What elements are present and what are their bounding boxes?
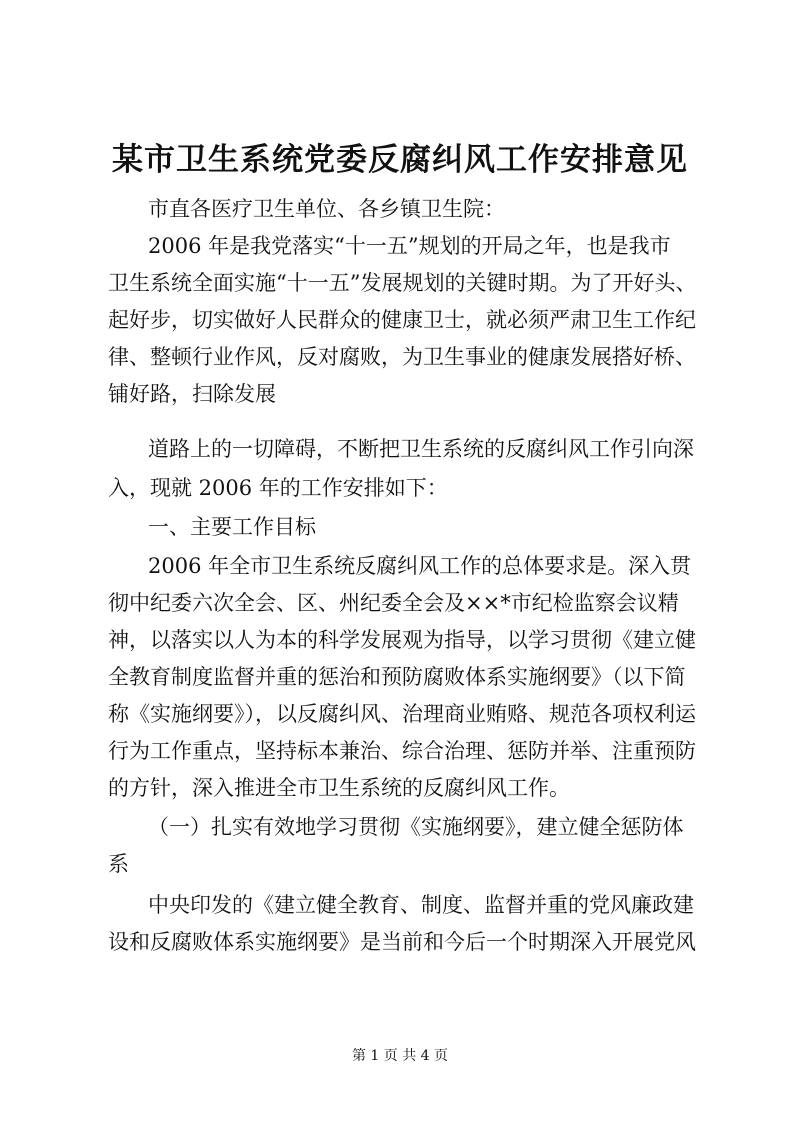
page-footer: 第 1 页 共 4 页 (351, 1048, 449, 1064)
subsection-heading: （一）扎实有效地学习贯彻《实施纲要》，建立健全惩防体 (148, 815, 684, 839)
salutation-line: 市直各医疗卫生单位、各乡镇卫生院： (148, 197, 505, 221)
body-line: 2006 年全市卫生系统反腐纠风工作的总体要求是。深入贯 (148, 554, 692, 578)
body-line: 起好步，切实做好人民群众的健康卫士，就必须严肃卫生工作纪 (108, 308, 696, 332)
body-line: 2006 年是我党落实“十一五”规划的开局之年，也是我市 (148, 234, 671, 258)
subsection-heading-cont: 系 (108, 852, 129, 876)
body-line: 称《实施纲要》），以反腐纠风、治理商业贿赂、规范各项权利运 (108, 702, 696, 726)
body-line: 卫生系统全面实施“十一五”发展规划的关键时期。为了开好头、 (108, 271, 697, 295)
section-heading: 一、主要工作目标 (148, 515, 316, 539)
body-line: 彻中纪委六次全会、区、州纪委全会及××*市纪检监察会议精 (108, 591, 679, 615)
body-line: 入，现就 2006 年的工作安排如下： (108, 476, 448, 500)
document-title: 某市卫生系统党委反腐纠风工作安排意见 (112, 142, 688, 178)
body-line: 律、整顿行业作风，反对腐败，为卫生事业的健康发展搭好桥、 (108, 345, 696, 369)
body-line: 的方针，深入推进全市卫生系统的反腐纠风工作。 (108, 776, 570, 800)
body-line: 神，以落实以人为本的科学发展观为指导，以学习贯彻《建立健 (108, 628, 696, 652)
body-line: 中央印发的《建立健全教育、制度、监督并重的党风廉政建 (148, 893, 694, 917)
body-line: 铺好路，扫除发展 (108, 382, 276, 406)
body-line: 设和反腐败体系实施纲要》是当前和今后一个时期深入开展党风 (108, 930, 696, 954)
body-line: 全教育制度监督并重的惩治和预防腐败体系实施纲要》（以下简 (108, 665, 686, 689)
body-line: 行为工作重点，坚持标本兼治、综合治理、惩防并举、注重预防 (108, 739, 696, 763)
body-line: 道路上的一切障碍，不断把卫生系统的反腐纠风工作引向深 (148, 437, 694, 461)
